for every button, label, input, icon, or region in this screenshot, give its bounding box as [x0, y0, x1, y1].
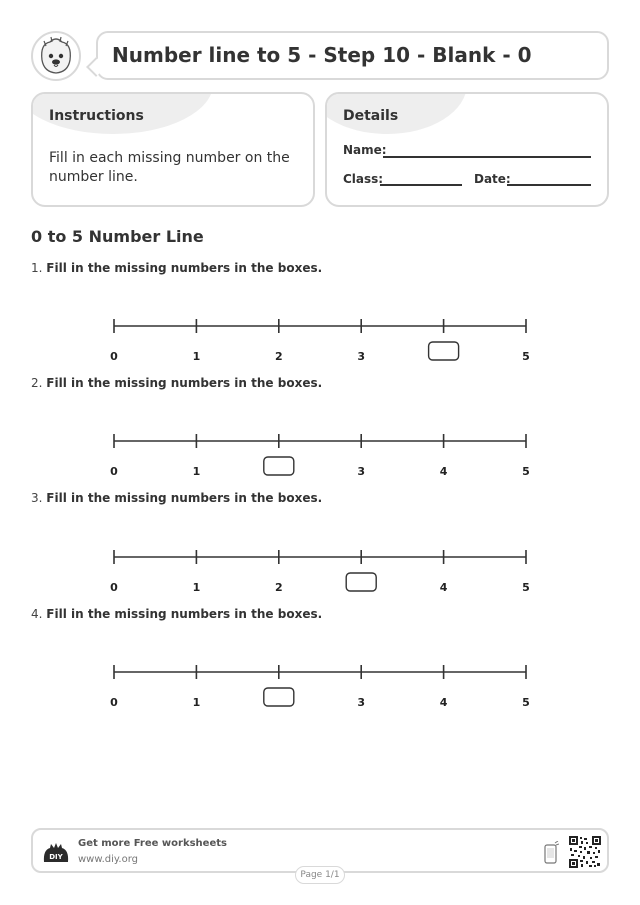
number-line	[0, 658, 640, 718]
tick-label: 4	[439, 465, 448, 478]
question-text: Fill in the missing numbers in the boxes.	[46, 607, 323, 621]
question-1-label	[31, 261, 322, 275]
tick-label: 1	[192, 581, 201, 594]
tick-label: 0	[110, 350, 118, 363]
page-number: Page 1/1	[295, 866, 345, 884]
tick-label: 1	[192, 350, 201, 363]
date-field[interactable]	[507, 184, 591, 186]
tick-label: 3	[357, 696, 366, 709]
answer-box[interactable]	[346, 573, 376, 591]
question-number: 3.	[31, 491, 43, 505]
tick-label: 5	[522, 350, 530, 363]
footer-title: Get more Free worksheets	[78, 838, 227, 849]
number-line	[0, 312, 640, 372]
tick-label: 5	[522, 696, 530, 709]
question-2-label	[31, 376, 322, 390]
question-number: 1.	[31, 261, 43, 275]
tick-label: 1	[192, 696, 201, 709]
question-text: Fill in the missing numbers in the boxes.	[46, 491, 323, 505]
tick-label: 1	[192, 465, 201, 478]
phone-icon	[543, 841, 559, 865]
mascot-icon	[30, 30, 82, 82]
tick-label: 5	[522, 581, 530, 594]
tick-label: 2	[274, 581, 283, 594]
tick-label: 0	[110, 696, 118, 709]
footer-url[interactable]: www.diy.org	[78, 854, 138, 865]
question-number: 2.	[31, 376, 43, 390]
tick-label: 4	[439, 581, 448, 594]
answer-box[interactable]	[264, 457, 294, 475]
tick-label: 3	[357, 465, 366, 478]
details-heading: Details	[343, 108, 399, 124]
tick-label: 5	[522, 465, 530, 478]
tick-label: 4	[439, 696, 448, 709]
number-line	[0, 427, 640, 487]
question-text: Fill in the missing numbers in the boxes.	[46, 376, 323, 390]
question-3-label	[31, 491, 322, 505]
name-field[interactable]	[383, 156, 591, 158]
answer-box[interactable]	[264, 688, 294, 706]
tick-label: 0	[110, 581, 118, 594]
class-label: Class:	[343, 172, 384, 186]
page-title: Number line to 5 - Step 10 - Blank - 0	[112, 43, 532, 67]
instructions-text: Fill in each missing number on the number line.	[49, 150, 290, 185]
class-field[interactable]	[380, 184, 462, 186]
qr-code-icon[interactable]	[569, 836, 601, 868]
question-4-label	[31, 607, 322, 621]
number-line	[0, 543, 640, 603]
details-card	[325, 92, 609, 207]
diy-logo-text: DIY	[49, 853, 63, 861]
title-bubble	[96, 31, 609, 80]
diy-logo-icon	[42, 842, 70, 864]
tick-label: 0	[110, 465, 118, 478]
name-label: Name:	[343, 143, 387, 157]
section-heading: 0 to 5 Number Line	[31, 227, 204, 246]
date-label: Date:	[474, 172, 511, 186]
question-text: Fill in the missing numbers in the boxes.	[46, 261, 323, 275]
instructions-heading: Instructions	[49, 108, 144, 124]
answer-box[interactable]	[429, 342, 459, 360]
instructions-card	[31, 92, 315, 207]
tick-label: 3	[357, 350, 366, 363]
question-number: 4.	[31, 607, 43, 621]
tick-label: 2	[274, 350, 283, 363]
